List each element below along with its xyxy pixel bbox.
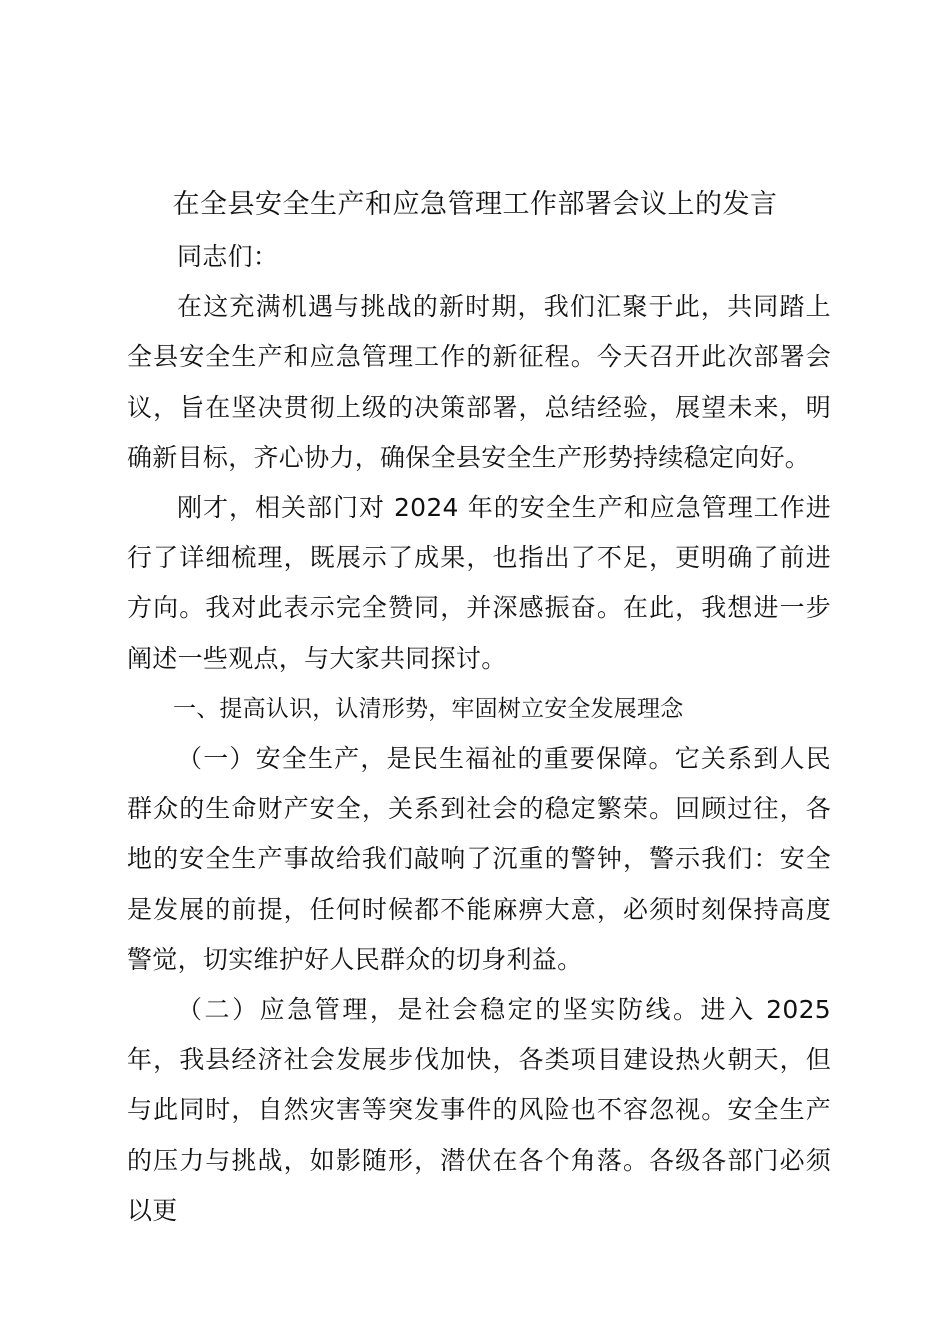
subsection-paragraph-1: （一）安全生产，是民生福祉的重要保障。它关系到人民群众的生命财产安全，关系到社会的稳定繁荣。回顾过往，各地的安全生产事故给我们敲响了沉重的警钟，警示我们：安全是发展的前提，任何时候都不能麻痹大意，必须时刻保持高度警觉，切实维护好人民群众的切身利益。 (127, 744, 831, 974)
section-heading-1: 一、提高认识，认清形势，牢固树立安全发展理念 (173, 695, 684, 722)
paragraph-opening: 在这充满机遇与挑战的新时期，我们汇聚于此，共同踏上全县安全生产和应急管理工作的新征程。今天召开此次部署会议，旨在坚决贯彻上级的决策部署，总结经验，展望未来，明确新目标，齐心协力，确保全县安全生产形势持续稳定向好。 (127, 292, 831, 472)
paragraph-review: 刚才，相关部门对 2024 年的安全生产和应急管理工作进行了详细梳理，既展示了成果，也指出了不足，更明确了前进方向。我对此表示完全赞同，并深感振奋。在此，我想进一步阐述一些观点，与大家共同探讨。 (127, 493, 831, 673)
subsection-paragraph-2: （二）应急管理，是社会稳定的坚实防线。进入 2025 年，我县经济社会发展步伐加快，各类项目建设热火朝天，但与此同时，自然灾害等突发事件的风险也不容忽视。安全生产的压力与挑战，如影随形，潜伏在各个角落。各级各部门必须以更 (127, 995, 831, 1225)
document-title: 在全县安全生产和应急管理工作部署会议上的发言 (172, 189, 778, 220)
document-body (127, 232, 831, 1236)
salutation: 同志们： (177, 242, 279, 271)
